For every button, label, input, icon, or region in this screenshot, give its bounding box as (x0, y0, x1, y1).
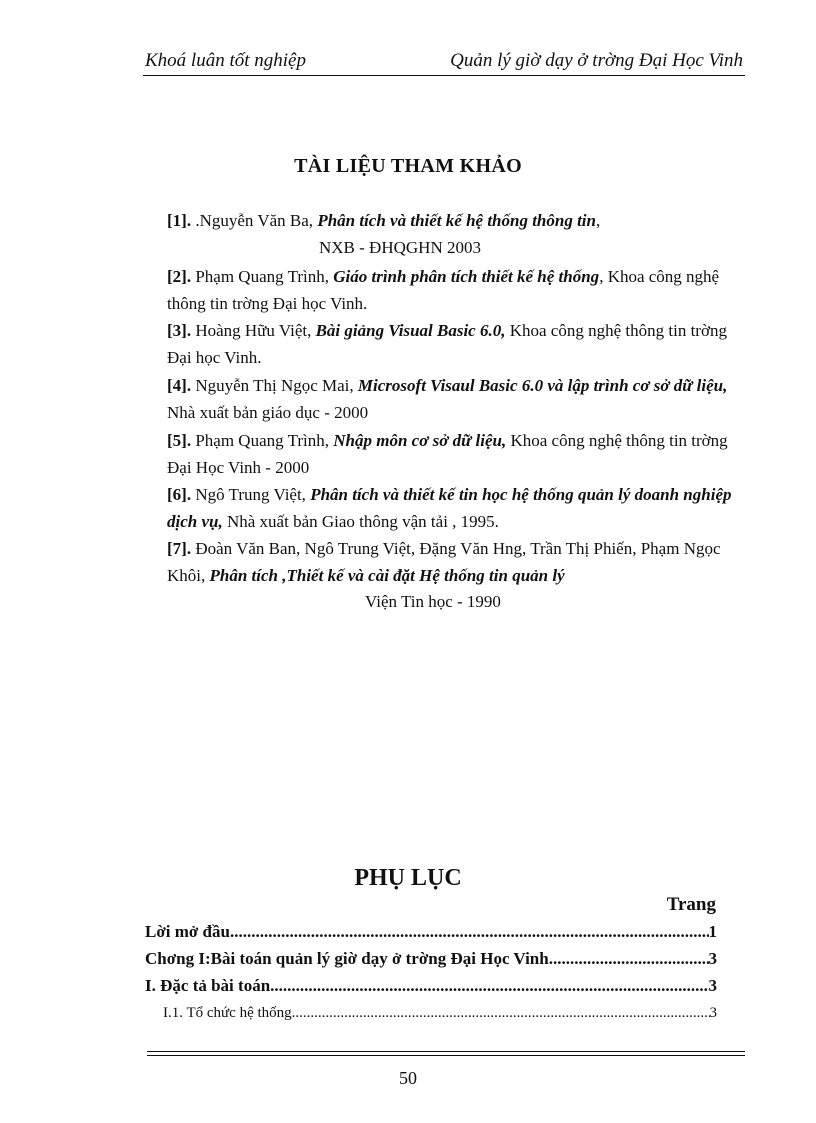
toc-entry-label: Chơng I:Bài toán quản lý giờ dạy ở trờng Đại Học Vinh (145, 949, 549, 968)
reference-item-2 (167, 264, 747, 317)
reference-author: .Nguyễn Văn Ba, (191, 211, 318, 230)
reference-item-6 (167, 482, 747, 535)
reference-number: [4]. (167, 376, 192, 395)
toc-entry-page: 1 (708, 922, 717, 941)
toc-entry[interactable] (163, 1005, 717, 1022)
reference-item-4 (167, 373, 747, 426)
header-rule (143, 75, 745, 76)
reference-rest: Nhà xuất bản giáo dục - 2000 (167, 402, 369, 422)
appendix-title: PHỤ LỤC (354, 865, 462, 891)
footer-rule (147, 1051, 745, 1052)
reference-title: Bài giảng Visual Basic 6.0, (315, 321, 506, 340)
reference-title: Phân tích và thiết kế hệ thống thông tin (317, 211, 596, 230)
page-number: 50 (399, 1068, 417, 1088)
reference-publisher: NXB - ĐHQGHN 2003 (319, 237, 481, 257)
toc-leader (549, 949, 709, 969)
toc-entry[interactable] (145, 976, 717, 996)
reference-author: Phạm Quang Trình, (191, 431, 334, 450)
reference-publisher: Viện Tin học - 1990 (365, 592, 501, 611)
references-title: TÀI LIỆU THAM KHẢO (294, 155, 522, 177)
reference-author: Đoàn Văn Ban, Ngô Trung Việt, Đặng Văn Hng, Trần Thị Phiến, Phạm Ngọc Khôi, (167, 539, 721, 585)
toc-entry-page: 3 (709, 1005, 717, 1021)
toc-entry-label: I.1. Tổ chức hệ thống (163, 1005, 292, 1021)
reference-author: Nguyễn Thị Ngọc Mai, (191, 376, 358, 395)
reference-rest: Khoa công nghệ thông tin trờng Đại học Vinh. (167, 321, 727, 367)
reference-number: [5]. (167, 431, 192, 450)
toc-entry[interactable] (145, 922, 717, 942)
reference-rest: Khoa công nghệ thông tin trờng Đại Học Vinh - 2000 (167, 431, 728, 477)
footer-rule (147, 1055, 745, 1056)
reference-title: Phân tích và thiết kế tin học hệ thống quản lý doanh nghiệp dịch vụ, (167, 485, 732, 531)
reference-author: Hoàng Hữu Việt, (191, 321, 316, 340)
reference-author: Phạm Quang Trình, (191, 267, 334, 286)
toc-leader (230, 922, 709, 942)
reference-item-1 (167, 208, 747, 261)
toc-entry-page: 3 (708, 976, 717, 995)
toc-entry[interactable] (145, 949, 717, 969)
reference-number: [6]. (167, 485, 192, 504)
reference-number: [7]. (167, 539, 192, 558)
toc-entry-label: Lời mở đầu (145, 922, 230, 941)
reference-title: Nhập môn cơ sở dữ liệu, (333, 431, 507, 450)
reference-item-5 (167, 428, 747, 481)
reference-author: Ngô Trung Việt, (191, 485, 311, 504)
reference-item-7 (167, 536, 747, 616)
reference-number: [1]. (167, 211, 192, 230)
reference-title: Giáo trình phân tích thiết kế hệ thống (333, 267, 600, 286)
toc-entry-label: I. Đặc tả bài toán (145, 976, 271, 995)
running-header-right: Quản lý giờ dạy ở trờng Đại Học Vinh (450, 50, 743, 71)
reference-item-3 (167, 318, 747, 371)
reference-title: Phân tích ,Thiết kế và cài đặt Hệ thống tin quản lý (209, 565, 565, 585)
reference-number: [2]. (167, 267, 192, 286)
running-header-left: Khoá luân tốt nghiệp (145, 50, 306, 71)
reference-rest: Nhà xuất bản Giao thông vận tải , 1995. (222, 511, 499, 531)
toc-leader (292, 1005, 710, 1022)
reference-rest: , (595, 211, 601, 230)
reference-number: [3]. (167, 321, 192, 340)
toc-entry-page: 3 (708, 949, 717, 968)
reference-title: Microsoft Visaul Basic 6.0 và lập trình cơ sở dữ liệu, (357, 376, 728, 395)
toc-page-header: Trang (666, 894, 716, 915)
toc-leader (270, 976, 708, 996)
reference-rest: , Khoa công nghệ thông tin trờng Đại học Vinh. (167, 267, 720, 313)
